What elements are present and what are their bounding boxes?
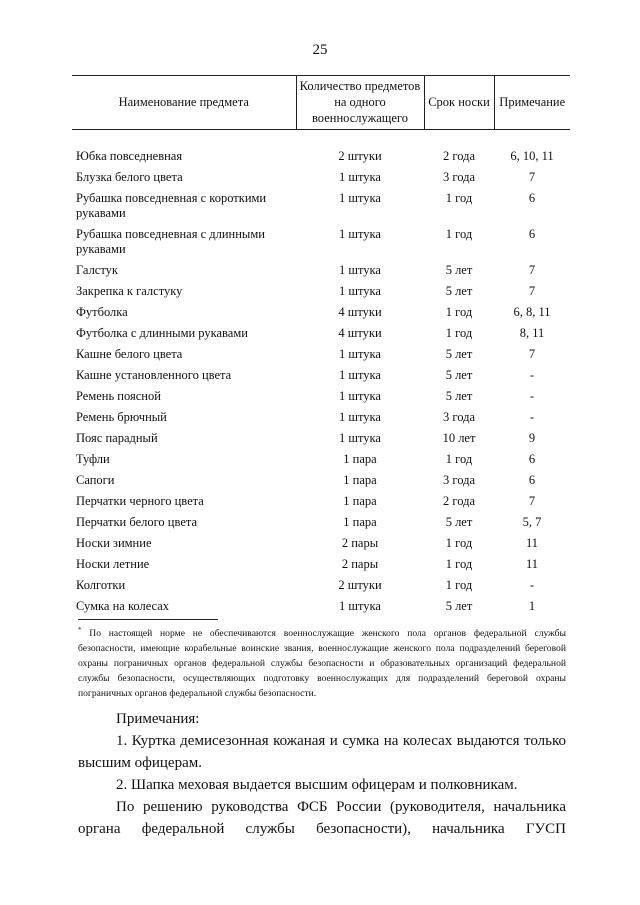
item-name-cell: Ремень поясной <box>76 389 161 403</box>
item-name-cell: Носки зимние <box>76 536 152 550</box>
quantity-cell: 1 пара <box>343 452 377 466</box>
quantity-cell: 2 пары <box>341 536 379 550</box>
wear-term-cell: 5 лет <box>445 368 473 382</box>
item-name-cell: Туфли <box>76 452 110 466</box>
table-row <box>72 224 570 260</box>
item-name-cell: Сапоги <box>76 473 115 487</box>
footnote-text: По настоящей норме не обеспечиваются военнослужащие женского пола органов федеральной службы безопасности, имеющие корабельные воинские звания, военнослужащие женского пола подразделений береговой охраны пограничных органов федеральной службы безопасности и образовательных организаций федеральной службы безопасности, осуществляющих подготовку военнослужащих для подразделений береговой охраны пограничных органов федеральной службы безопасности. <box>78 628 566 700</box>
notes-last-paragraph: По решению руководства ФСБ России (руководителя, начальника органа федеральной службы безопасности), начальника ГУСП <box>78 799 566 837</box>
note-item-1: 1. Куртка демисезонная кожаная и сумка на колесах выдаются только высшим офицерам. <box>78 733 566 771</box>
table-row <box>72 260 570 281</box>
wear-term-cell: 3 года <box>443 473 475 487</box>
table-row <box>72 323 570 344</box>
table-row <box>72 428 570 449</box>
quantity-cell: 2 штуки <box>338 149 382 163</box>
notes-heading: Примечания: <box>116 711 200 727</box>
wear-term-cell: 1 год <box>445 326 473 340</box>
quantity-cell: 1 штука <box>339 431 381 445</box>
note-cell: 6, 8, 11 <box>513 305 551 319</box>
table-row <box>72 344 570 365</box>
note-cell: - <box>529 368 535 382</box>
note-cell: - <box>529 389 535 403</box>
note-cell: 1 <box>528 599 536 613</box>
wear-term-cell: 1 год <box>445 578 473 592</box>
note-cell: 11 <box>525 557 539 571</box>
quantity-cell: 2 штуки <box>338 578 382 592</box>
table-row <box>72 365 570 386</box>
wear-term-cell: 1 год <box>445 305 473 319</box>
wear-term-cell: 1 год <box>445 191 473 205</box>
table-row <box>72 167 570 188</box>
table-row <box>72 188 570 224</box>
wear-term-cell: 3 года <box>443 170 475 184</box>
quantity-cell: 1 штука <box>339 170 381 184</box>
table-row <box>72 575 570 596</box>
wear-term-cell: 2 года <box>443 494 475 508</box>
table-row <box>72 470 570 491</box>
note-cell: - <box>529 410 535 424</box>
norms-table-container <box>72 75 570 617</box>
quantity-cell: 4 штуки <box>338 326 382 340</box>
item-name-cell: Футболка с длинными рукавами <box>76 326 248 340</box>
note-item-2: 2. Шапка меховая выдается высшим офицерам и полковникам. <box>116 777 518 793</box>
note-cell: 7 <box>528 170 536 184</box>
note-cell: 8, 11 <box>519 326 545 340</box>
quantity-cell: 1 штука <box>339 227 381 241</box>
quantity-cell: 1 штука <box>339 284 381 298</box>
note-cell: 7 <box>528 263 536 277</box>
item-name-cell: Кашне белого цвета <box>76 347 183 361</box>
note-cell: 11 <box>525 536 539 550</box>
page-number: 25 <box>312 42 328 58</box>
quantity-cell: 2 пары <box>341 557 379 571</box>
header-item-name: Наименование предмета <box>72 76 296 130</box>
wear-term-cell: 10 лет <box>442 431 476 445</box>
quantity-cell: 1 пара <box>343 494 377 508</box>
footnote-separator <box>78 619 218 620</box>
item-name-cell: Рубашка повседневная с короткими рукавами <box>76 191 267 220</box>
note-cell: 7 <box>528 347 536 361</box>
wear-term-cell: 5 лет <box>445 263 473 277</box>
quantity-cell: 1 штука <box>339 368 381 382</box>
table-row <box>72 302 570 323</box>
note-cell: 6 <box>528 473 536 487</box>
wear-term-cell: 5 лет <box>445 389 473 403</box>
item-name-cell: Закрепка к галстуку <box>76 284 183 298</box>
wear-term-cell: 1 год <box>445 227 473 241</box>
note-cell: 5, 7 <box>522 515 542 529</box>
note-cell: 6 <box>528 191 536 205</box>
item-name-cell: Перчатки белого цвета <box>76 515 198 529</box>
header-quantity: Количество предметов на одного военнослужащего <box>296 76 424 130</box>
quantity-cell: 1 пара <box>343 473 377 487</box>
item-name-cell: Сумка на колесах <box>76 599 170 613</box>
quantity-cell: 1 штука <box>339 347 381 361</box>
item-name-cell: Перчатки черного цвета <box>76 494 204 508</box>
table-row <box>72 281 570 302</box>
note-cell: 6 <box>528 227 536 241</box>
header-wear-term: Срок носки <box>424 76 494 130</box>
wear-term-cell: 2 года <box>443 149 475 163</box>
note-cell: 9 <box>528 431 536 445</box>
wear-term-cell: 1 год <box>445 557 473 571</box>
header-note: Примечание <box>494 76 570 130</box>
item-name-cell: Кашне установленного цвета <box>76 368 232 382</box>
footnote <box>78 623 566 701</box>
wear-term-cell: 5 лет <box>445 347 473 361</box>
wear-term-cell: 5 лет <box>445 599 473 613</box>
table-row <box>72 130 570 168</box>
quantity-cell: 1 штука <box>339 263 381 277</box>
table-row <box>72 512 570 533</box>
note-cell: 7 <box>528 284 536 298</box>
item-name-cell: Пояс парадный <box>76 431 158 445</box>
wear-term-cell: 5 лет <box>445 284 473 298</box>
table-row <box>72 596 570 617</box>
table-body <box>72 130 570 618</box>
footnote-marker: * <box>78 626 82 634</box>
note-cell: - <box>529 578 535 592</box>
quantity-cell: 1 штука <box>339 389 381 403</box>
quantity-cell: 4 штуки <box>338 305 382 319</box>
wear-term-cell: 1 год <box>445 536 473 550</box>
item-name-cell: Ремень брючный <box>76 410 167 424</box>
item-name-cell: Юбка повседневная <box>76 149 183 163</box>
wear-term-cell: 3 года <box>443 410 475 424</box>
table-row <box>72 449 570 470</box>
table-row <box>72 533 570 554</box>
table-row <box>72 407 570 428</box>
quantity-cell: 1 штука <box>339 191 381 205</box>
item-name-cell: Носки летние <box>76 557 150 571</box>
quantity-cell: 1 пара <box>343 515 377 529</box>
item-name-cell: Колготки <box>76 578 126 592</box>
table-row <box>72 554 570 575</box>
quantity-cell: 1 штука <box>339 410 381 424</box>
item-name-cell: Блузка белого цвета <box>76 170 183 184</box>
table-row <box>72 491 570 512</box>
table-row <box>72 386 570 407</box>
wear-term-cell: 1 год <box>445 452 473 466</box>
item-name-cell: Галстук <box>76 263 118 277</box>
item-name-cell: Рубашка повседневная с длинными рукавами <box>76 227 265 256</box>
note-cell: 6 <box>528 452 536 466</box>
note-cell: 7 <box>528 494 536 508</box>
item-name-cell: Футболка <box>76 305 128 319</box>
quantity-cell: 1 штука <box>339 599 381 613</box>
table-header-row <box>72 76 570 130</box>
notes-section <box>78 708 566 840</box>
norms-table <box>72 75 570 617</box>
wear-term-cell: 5 лет <box>445 515 473 529</box>
note-cell: 6, 10, 11 <box>510 149 554 163</box>
